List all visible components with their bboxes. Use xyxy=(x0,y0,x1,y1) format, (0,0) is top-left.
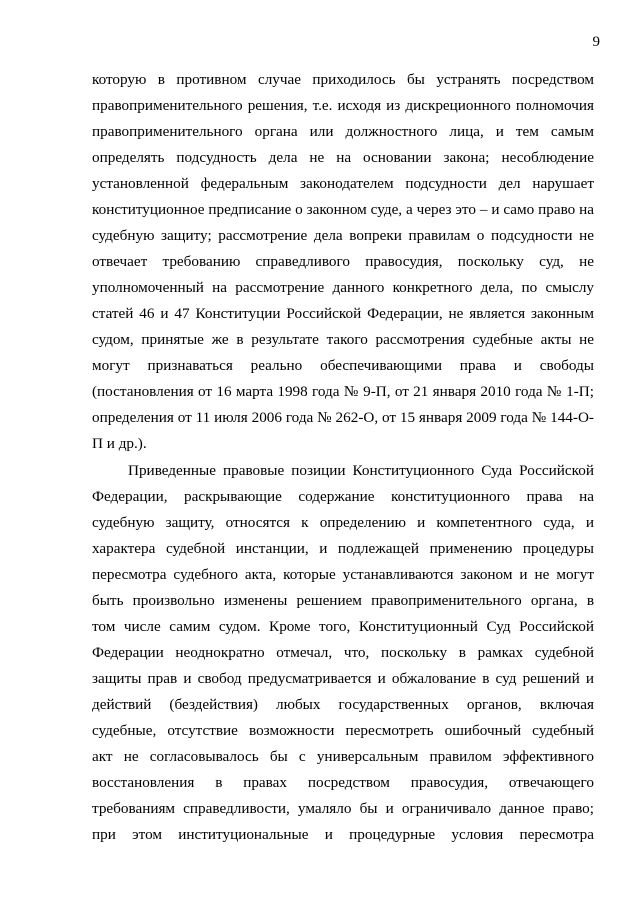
text-line: судебную защиту; рассмотрение дела вопреки правилам о подсудности не xyxy=(92,227,594,244)
text-line: конституционное предписание о законном суде, а через это – и само право на xyxy=(92,201,594,218)
text-line: том числе самим судом. Кроме того, Конституционный Суд Российской xyxy=(92,618,594,635)
text-line: требованиям справедливости, умаляло бы и ограничивало данное право; xyxy=(92,800,594,817)
text-line: восстановления в правах посредством правосудия, отвечающего xyxy=(92,774,594,791)
text-line: действий (бездействия) любых государственных органов, включая xyxy=(92,696,594,713)
text-line: защиты прав и свобод предусматривается и обжалование в суд решений и xyxy=(92,670,594,687)
text-line: пересмотра судебного акта, которые устанавливаются законом и не могут xyxy=(92,566,594,583)
text-line: при этом институциональные и процедурные условия пересмотра xyxy=(92,826,594,843)
text-line: отвечает требованию справедливого правосудия, поскольку суд, не xyxy=(92,253,594,270)
text-line: судебную защиту, относятся к определению и компетентного суда, и xyxy=(92,514,594,531)
text-line: могут признаваться реально обеспечивающими права и свободы xyxy=(92,357,594,374)
text-line: определения от 11 июля 2006 года № 262-О, от 15 января 2009 года № 144-О- xyxy=(92,409,594,426)
text-line: характера судебной инстанции, и подлежащей применению процедуры xyxy=(92,540,594,557)
text-line: установленной федеральным законодателем подсудности дел нарушает xyxy=(92,175,594,192)
page-number: 9 xyxy=(592,34,600,50)
text-line: уполномоченный на рассмотрение данного конкретного дела, по смыслу xyxy=(92,279,594,296)
text-line: Приведенные правовые позиции Конституционного Суда Российской xyxy=(128,462,594,479)
text-line: которую в противном случае приходилось бы устранять посредством xyxy=(92,71,594,88)
text-line: акт не согласовывалось бы с универсальным правилом эффективного xyxy=(92,748,594,765)
text-line: статей 46 и 47 Конституции Российской Федерации, не является законным xyxy=(92,305,594,322)
text-line: Федерации неоднократно отмечал, что, поскольку в рамках судебной xyxy=(92,644,594,661)
text-line: П и др.). xyxy=(92,435,147,452)
text-line: быть произвольно изменены решением правоприменительного органа, в xyxy=(92,592,594,609)
text-line: правоприменительного решения, т.е. исходя из дискреционного полномочия xyxy=(92,97,594,114)
text-line: Федерации, раскрывающие содержание конституционного права на xyxy=(92,488,594,505)
text-line: определять подсудность дела не на основании закона; несоблюдение xyxy=(92,149,594,166)
text-line: правоприменительного органа или должностного лица, и тем самым xyxy=(92,123,594,140)
text-line: (постановления от 16 марта 1998 года № 9-П, от 21 января 2010 года № 1-П; xyxy=(92,383,594,400)
text-line: судебные, отсутствие возможности пересмотреть ошибочный судебный xyxy=(92,722,594,739)
text-line: судом, принятые же в результате такого рассмотрения судебные акты не xyxy=(92,331,594,348)
